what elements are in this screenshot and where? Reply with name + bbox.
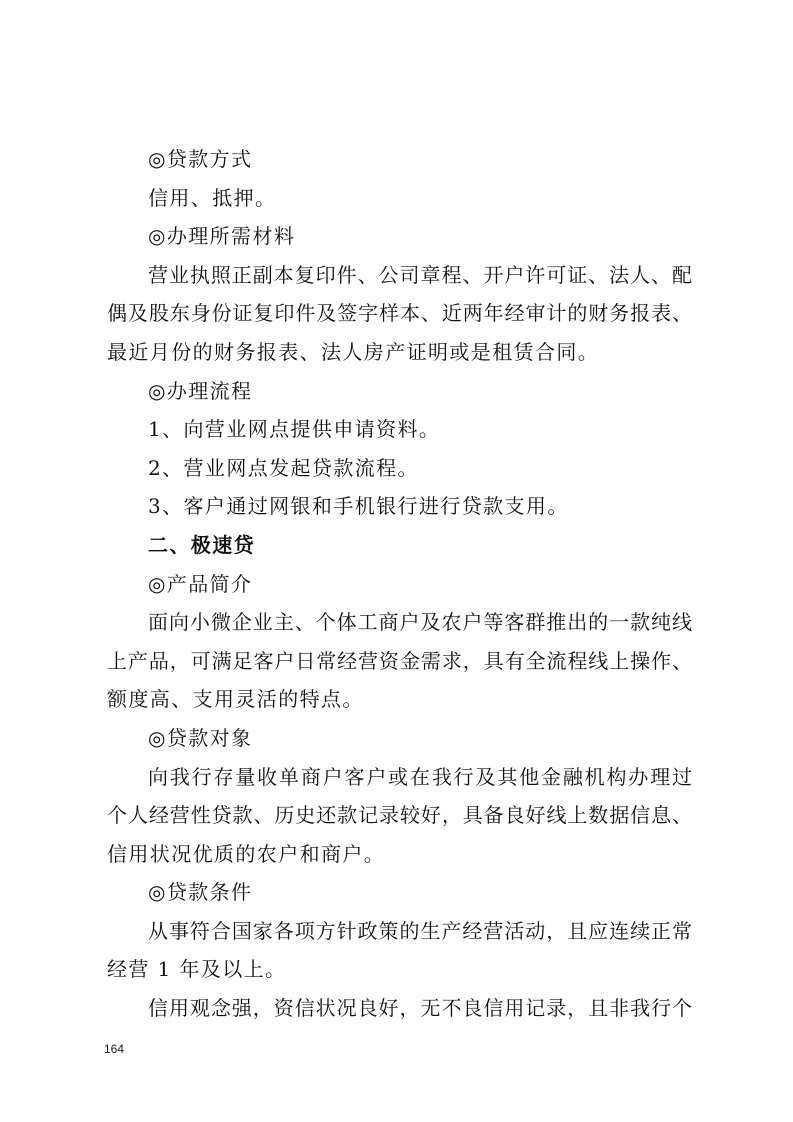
loan-method-heading: ◎贷款方式 — [148, 147, 253, 171]
target-line: 信用状况优质的农户和商户。 — [107, 841, 386, 866]
target-line: 向我行存量收单商户客户或在我行及其他金融机构办理过 — [148, 764, 692, 789]
process-step: 3、客户通过网银和手机银行进行贷款支用。 — [148, 494, 569, 519]
loan-method-text: 信用、抵押。 — [148, 185, 277, 210]
conditions-line: 从事符合国家各项方针政策的生产经营活动，且应连续正常 — [148, 918, 692, 943]
conditions-heading: ◎贷款条件 — [148, 880, 253, 905]
intro-line: 面向小微企业主、个体工商户及农户等客群推出的一款纯线 — [148, 610, 692, 635]
target-line: 个人经营性贷款、历史还款记录较好，具备良好线上数据信息、 — [107, 803, 692, 828]
materials-line: 偶及股东身份证复印件及签字样本、近两年经审计的财务报表、 — [107, 301, 692, 326]
intro-line: 额度高、支用灵活的特点。 — [107, 687, 364, 712]
page-number: 164 — [104, 1042, 125, 1056]
conditions-line: 经营 1 年及以上。 — [107, 957, 287, 982]
materials-heading: ◎办理所需材料 — [148, 224, 296, 249]
intro-heading: ◎产品简介 — [148, 571, 253, 596]
materials-line: 最近月份的财务报表、法人房产证明或是租赁合同。 — [107, 339, 600, 364]
conditions-line: 信用观念强，资信状况良好，无不良信用记录，且非我行个 — [148, 996, 692, 1021]
process-step: 1、向营业网点提供申请资料。 — [148, 417, 441, 442]
section-title: 二、极速贷 — [148, 532, 255, 557]
intro-line: 上产品，可满足客户日常经营资金需求，具有全流程线上操作、 — [107, 648, 692, 673]
process-heading: ◎办理流程 — [148, 378, 253, 403]
page-content — [107, 140, 692, 1028]
materials-line: 营业执照正副本复印件、公司章程、开户许可证、法人、配 — [148, 262, 692, 287]
process-step: 2、营业网点发起贷款流程。 — [148, 455, 419, 480]
target-heading: ◎贷款对象 — [148, 725, 253, 750]
